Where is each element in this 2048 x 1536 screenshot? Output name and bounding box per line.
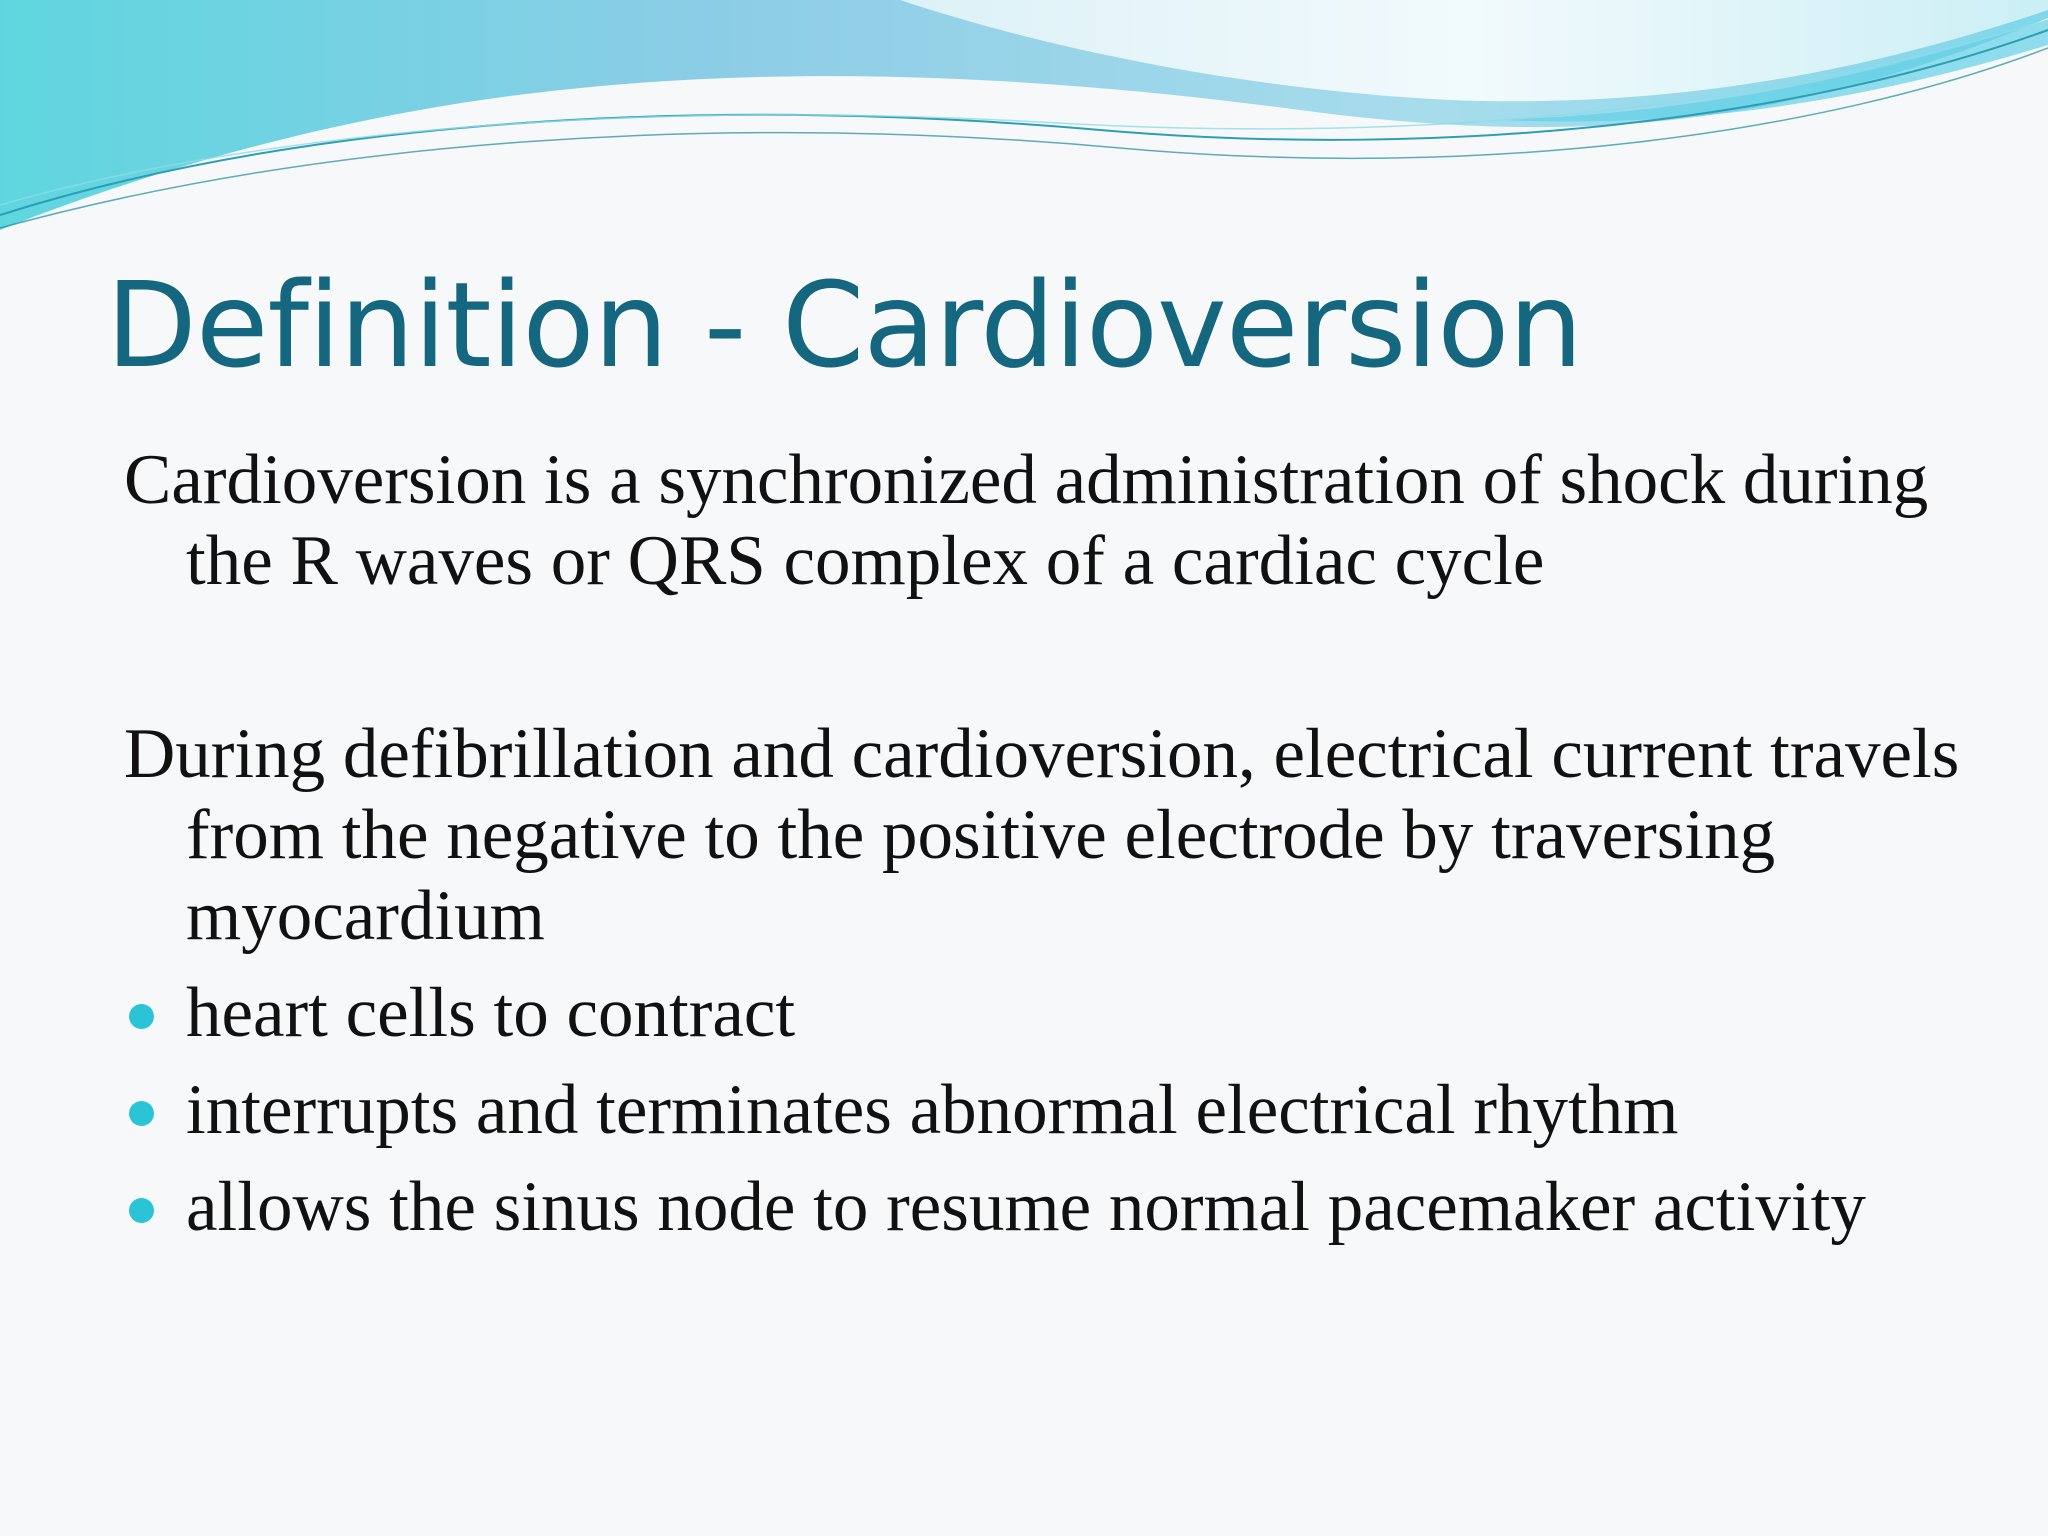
list-item — [124, 973, 1964, 1054]
bullet-text: interrupts and terminates abnormal electrical rhythm — [186, 1071, 1679, 1149]
slide-body — [124, 440, 1964, 1264]
list-item — [124, 1070, 1964, 1151]
current-paragraph: During defibrillation and cardioversion, electrical current travels from the negative to the positive electrode by traversing myocardium — [124, 715, 1960, 955]
bullet-list — [124, 973, 1964, 1248]
bullet-dot-icon — [129, 1198, 154, 1223]
list-item — [124, 1167, 1964, 1248]
definition-paragraph: Cardioversion is a synchronized administration of shock during the R waves or QRS complex of a cardiac cycle — [124, 441, 1929, 600]
bullet-text: heart cells to contract — [186, 974, 796, 1052]
bullet-dot-icon — [129, 1101, 154, 1126]
bullet-text: allows the sinus node to resume normal pacemaker activity — [186, 1168, 1866, 1246]
bullet-dot-icon — [129, 1004, 154, 1029]
slide-title: Definition - Cardioversion — [106, 256, 1583, 394]
header-wave-decoration — [0, 0, 2048, 260]
